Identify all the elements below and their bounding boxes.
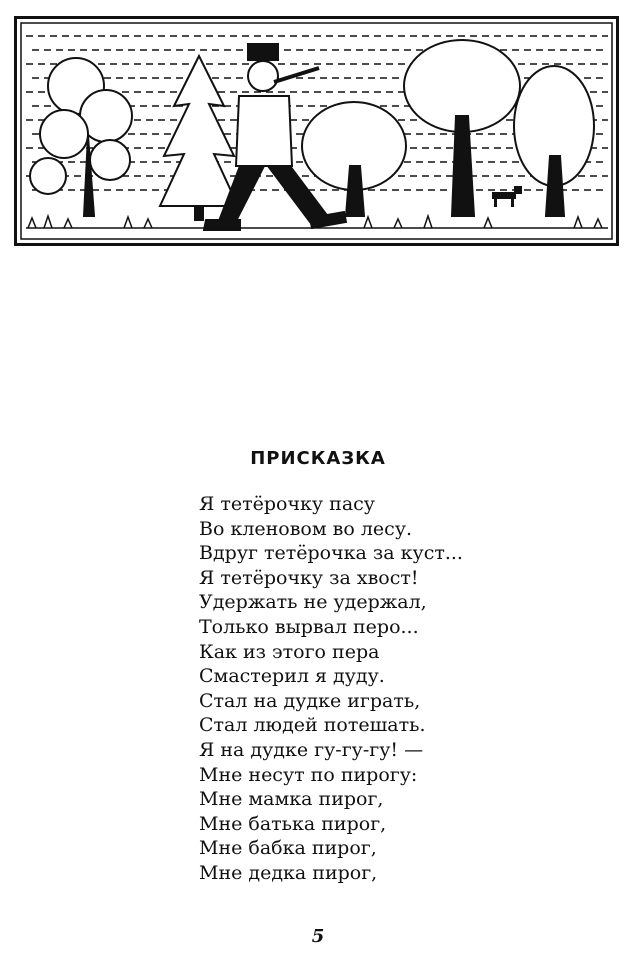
poem-line: Мне батька пирог, bbox=[199, 812, 387, 835]
poem-line: Как из этого пера bbox=[199, 640, 380, 663]
poem-line: Удержать не удержал, bbox=[199, 591, 427, 614]
forest-illustration bbox=[14, 16, 619, 246]
poem-text bbox=[199, 492, 463, 886]
poem-line: Смастерил я дуду. bbox=[199, 665, 385, 688]
poem-line: Только вырвал перо... bbox=[199, 615, 419, 638]
poem-line: Во кленовом во лесу. bbox=[199, 517, 413, 540]
poem-line: Мне дедка пирог, bbox=[199, 861, 378, 884]
poem-line: Мне бабка пирог, bbox=[199, 837, 377, 860]
poem-line: Мне мамка пирог, bbox=[199, 788, 384, 811]
poem-title: ПРИСКАЗКА bbox=[250, 448, 386, 469]
poem-line: Вдруг тетёрочка за куст... bbox=[199, 542, 463, 565]
page-number: 5 bbox=[311, 926, 325, 947]
poem-line: Стал на дудке играть, bbox=[199, 689, 421, 712]
poem-line: Я тетёрочку за хвост! bbox=[199, 566, 419, 589]
poem-line: Я на дудке гу-гу-гу! — bbox=[199, 738, 424, 761]
poem-line: Мне несут по пирогу: bbox=[199, 763, 418, 786]
poem-line: Стал людей потешать. bbox=[199, 714, 426, 737]
poem-line: Я тетёрочку пасу bbox=[199, 493, 375, 515]
